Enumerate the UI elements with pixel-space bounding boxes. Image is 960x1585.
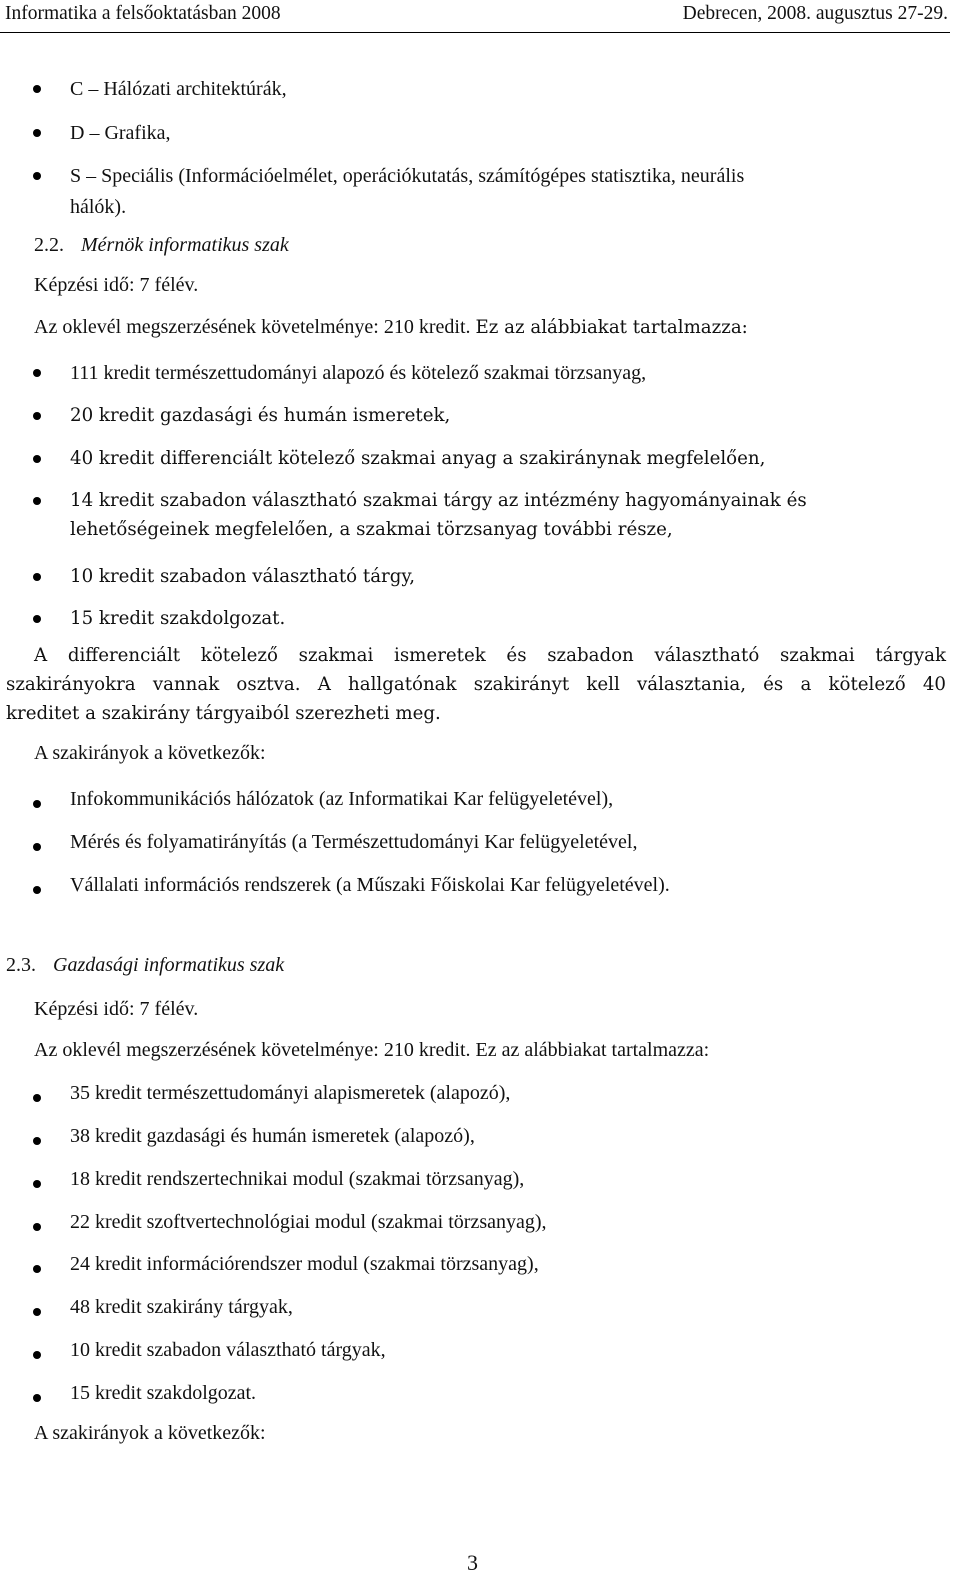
section-number: 2.2. — [34, 234, 64, 256]
requirement-text: Az oklevél megszerzésének követelménye: 210 kredit. Ez az alábbiakat tartalmazza: — [34, 316, 748, 338]
specializations-intro: A szakirányok a következők: — [34, 1422, 266, 1444]
bullet — [33, 1394, 41, 1402]
list-item: 35 kredit természettudományi alapismeretek (alapozó), — [70, 1082, 511, 1104]
list-item: 14 kredit szabadon választható szakmai tárgy az intézmény hagyományainak és — [70, 490, 807, 511]
list-item: 111 kredit természettudományi alapozó és kötelező szakmai törzsanyag, — [70, 362, 647, 384]
bullet — [33, 497, 41, 505]
list-item: 18 kredit rendszertechnikai modul (szakmai törzsanyag), — [70, 1168, 525, 1190]
bullet — [33, 886, 41, 894]
requirement-text: Az oklevél megszerzésének követelménye: 210 kredit. Ez az alábbiakat tartalmazza: — [34, 1039, 710, 1061]
bullet — [33, 800, 41, 808]
specializations-intro: A szakirányok a következők: — [34, 742, 266, 764]
paragraph-line: szakirányokra vannak osztva. A hallgatónak szakirányt kell választania, és a kötelező 40 — [6, 674, 946, 695]
list-item: 22 kredit szoftvertechnológiai modul (szakmai törzsanyag), — [70, 1211, 547, 1233]
bullet — [33, 615, 41, 623]
section-title: Gazdasági informatikus szak — [53, 954, 285, 976]
specialization-item: Mérés és folyamatirányítás (a Természettudományi Kar felügyeletével, — [70, 831, 638, 853]
header-conference: Informatika a felsőoktatásban 2008 — [5, 3, 281, 24]
page-header — [0, 0, 950, 33]
bullet — [33, 1180, 41, 1188]
list-item: 38 kredit gazdasági és humán ismeretek (alapozó), — [70, 1125, 475, 1147]
bullet — [33, 172, 41, 180]
list-item: 10 kredit szabadon választható tárgyak, — [70, 1339, 386, 1361]
bullet — [33, 843, 41, 851]
list-item-continuation: lehetőségeinek megfelelően, a szakmai törzsanyag további része, — [70, 519, 673, 540]
bullet — [33, 1308, 41, 1316]
bullet — [33, 85, 41, 93]
header-location-date: Debrecen, 2008. augusztus 27-29. — [682, 3, 948, 24]
list-item: 10 kredit szabadon választható tárgy, — [70, 566, 416, 587]
bullet — [33, 369, 41, 377]
paragraph-line: A differenciált kötelező szakmai ismeretek és szabadon választható szakmai tárgyak — [34, 645, 946, 666]
list-item: 48 kredit szakirány tárgyak, — [70, 1296, 293, 1318]
list-item: 20 kredit gazdasági és humán ismeretek, — [70, 405, 451, 426]
list-item: 40 kredit differenciált kötelező szakmai anyag a szakiránynak megfelelően, — [70, 448, 766, 469]
bullet — [33, 573, 41, 581]
list-item: 15 kredit szakdolgozat. — [70, 608, 286, 629]
study-duration: Képzési idő: 7 félév. — [34, 274, 199, 296]
page-number: 3 — [467, 1550, 478, 1575]
list-item: S – Speciális (Információelmélet, operációkutatás, számítógépes statisztika, neurális — [70, 165, 745, 187]
list-item-continuation: hálók). — [70, 196, 127, 218]
specialization-item: Vállalati információs rendszerek (a Műszaki Főiskolai Kar felügyeletével). — [70, 874, 670, 896]
section-number: 2.3. — [6, 954, 36, 976]
list-item: C – Hálózati architektúrák, — [70, 78, 287, 100]
specialization-item: Infokommunikációs hálózatok (az Informatikai Kar felügyeletével), — [70, 788, 614, 810]
section-title: Mérnök informatikus szak — [81, 234, 289, 256]
bullet — [33, 1223, 41, 1231]
bullet — [33, 1351, 41, 1359]
bullet — [33, 412, 41, 420]
list-item: D – Grafika, — [70, 122, 171, 144]
bullet — [33, 455, 41, 463]
list-item: 24 kredit információrendszer modul (szakmai törzsanyag), — [70, 1253, 539, 1275]
list-item: 15 kredit szakdolgozat. — [70, 1382, 257, 1404]
bullet — [33, 1265, 41, 1273]
bullet — [33, 129, 41, 137]
bullet — [33, 1137, 41, 1145]
bullet — [33, 1094, 41, 1102]
study-duration: Képzési idő: 7 félév. — [34, 998, 199, 1020]
paragraph-line: kreditet a szakirány tárgyaiból szerezheti meg. — [6, 703, 441, 724]
